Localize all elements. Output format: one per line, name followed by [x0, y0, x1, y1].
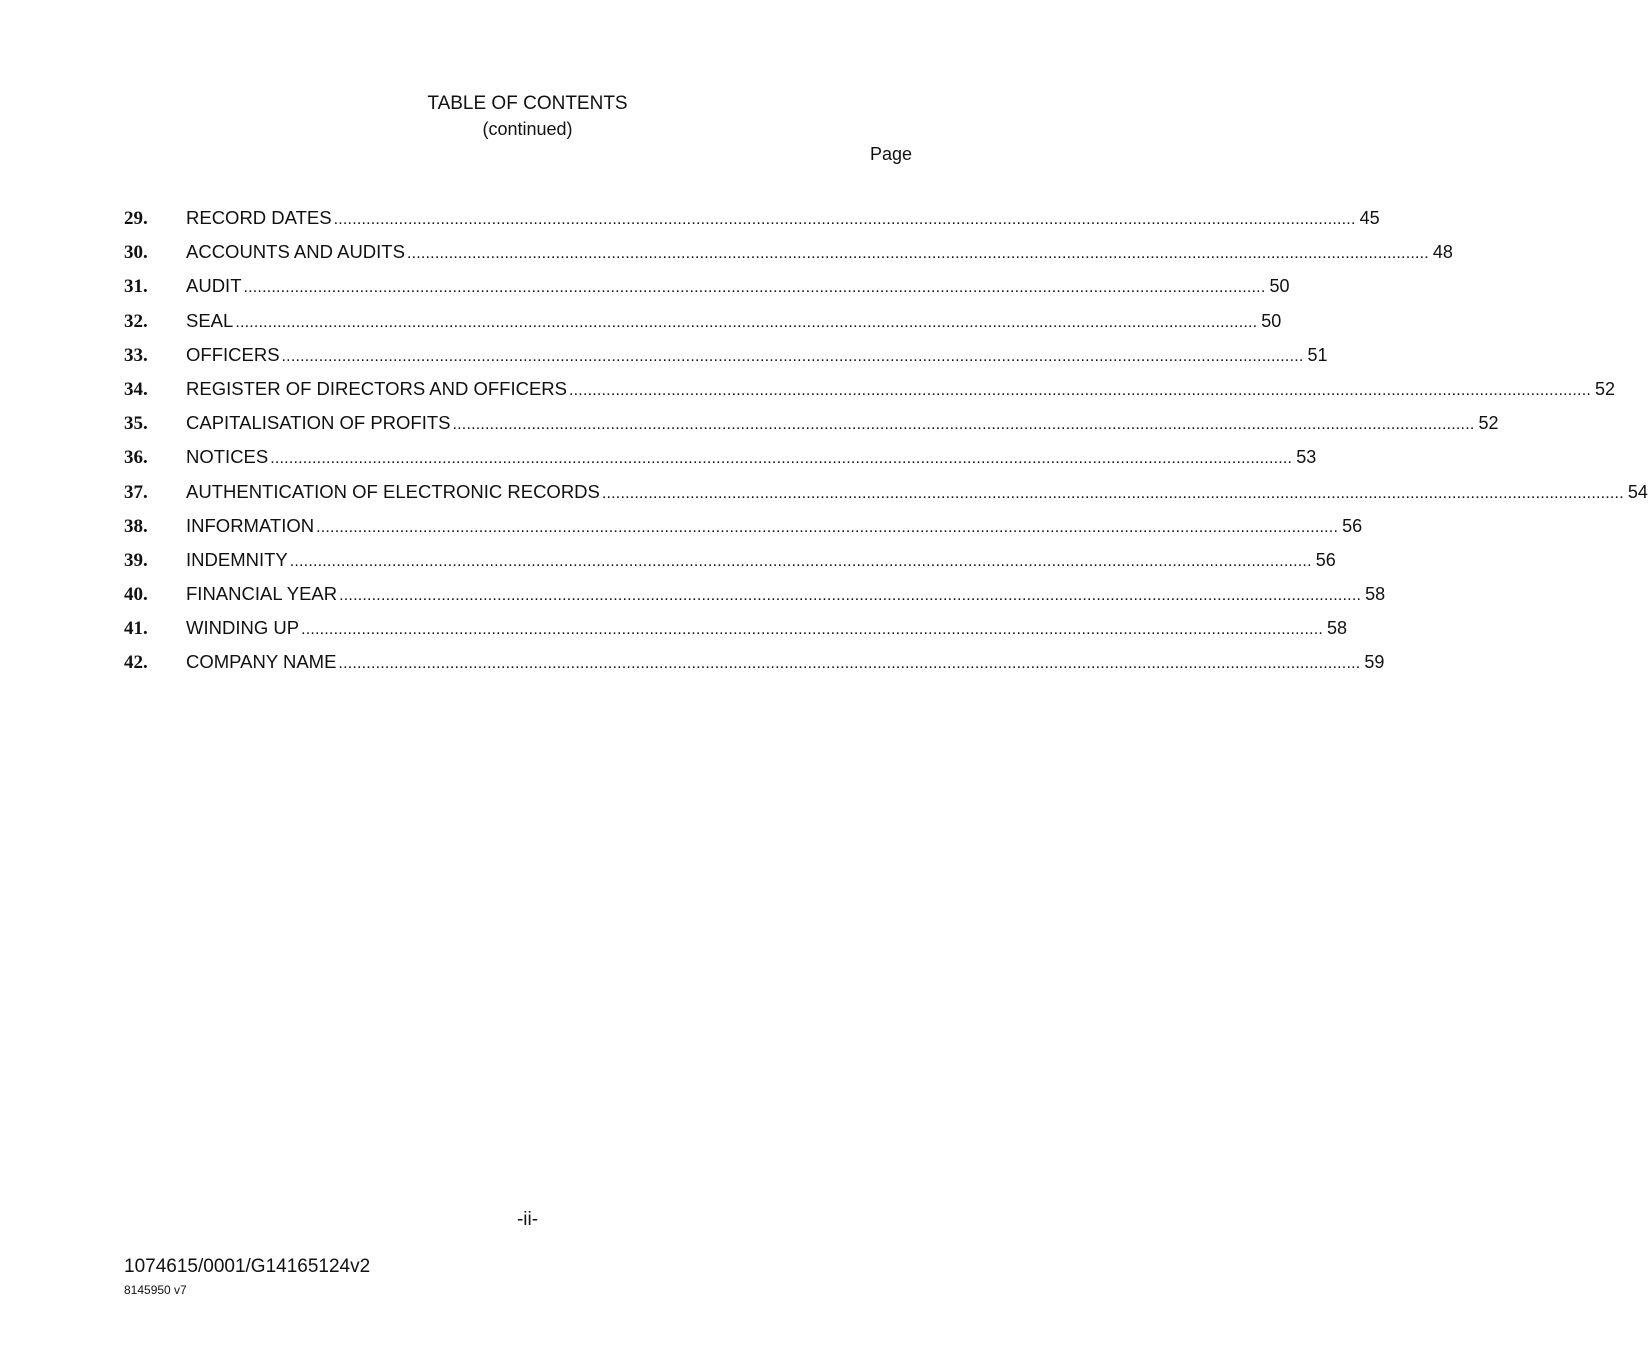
toc-entry-page: 59: [1364, 652, 1385, 673]
document-id: 1074615/0001/G14165124v2: [124, 1256, 371, 1277]
toc-entry-page: 51: [1307, 344, 1328, 365]
toc-entry-title: CAPITALISATION OF PROFITS: [186, 412, 451, 434]
toc-entry[interactable]: [124, 615, 1348, 649]
page-column-label: Page: [870, 144, 913, 164]
toc-entry-title: AUDIT: [186, 275, 242, 297]
toc-entry-title: OFFICERS: [186, 343, 280, 365]
toc-entry-page: 58: [1365, 584, 1386, 605]
toc-entry-title: WINDING UP: [186, 617, 300, 639]
toc-entry-page: 52: [1594, 378, 1616, 399]
toc-entry-page: 56: [1342, 515, 1363, 536]
toc-list: [124, 205, 1648, 684]
dot-leader: ............................................................................................................................................................................................................................: [601, 484, 1624, 502]
toc-entry-number: 41.: [124, 618, 148, 640]
toc-entry-page: 54: [1627, 481, 1648, 502]
document-version: 8145950 v7: [124, 1283, 187, 1297]
toc-entry-number: 36.: [124, 447, 148, 469]
toc-entry[interactable]: [124, 547, 1336, 581]
dot-leader: ............................................................................................................................................................................................................................: [452, 416, 1475, 434]
toc-entry[interactable]: [124, 308, 1282, 342]
toc-entry-number: 40.: [124, 584, 148, 606]
toc-entry-title: NOTICES: [186, 446, 269, 468]
toc-entry[interactable]: [124, 649, 1385, 683]
dot-leader: ............................................................................................................................................................................................................................: [316, 518, 1339, 536]
toc-entry-page: 52: [1478, 413, 1499, 434]
toc-entry-number: 31.: [124, 276, 148, 298]
toc-entry-title: INFORMATION: [186, 514, 315, 536]
toc-entry[interactable]: [124, 581, 1386, 615]
toc-entry-title: COMPANY NAME: [186, 651, 337, 673]
dot-leader: ............................................................................................................................................................................................................................: [281, 347, 1304, 365]
toc-entry[interactable]: [124, 205, 1380, 239]
toc-entry-title: RECORD DATES: [186, 207, 332, 228]
toc-entry-title: FINANCIAL YEAR: [186, 583, 338, 605]
dot-leader: ............................................................................................................................................................................................................................: [301, 621, 1324, 639]
toc-title: TABLE OF CONTENTS: [427, 93, 628, 114]
dot-leader: ............................................................................................................................................................................................................................: [406, 245, 1429, 263]
toc-entry-number: 32.: [124, 310, 148, 332]
toc-entry-number: 33.: [124, 344, 148, 366]
toc-entry[interactable]: [124, 444, 1317, 478]
toc-entry-number: 38.: [124, 515, 148, 537]
toc-entry-title: ACCOUNTS AND AUDITS: [186, 241, 405, 263]
toc-entry-number: 39.: [124, 549, 148, 571]
toc-entry[interactable]: [124, 479, 1648, 513]
page-folio: -ii-: [516, 1209, 539, 1230]
toc-entry-page: 53: [1296, 447, 1317, 468]
dot-leader: ............................................................................................................................................................................................................................: [289, 552, 1312, 570]
toc-entry-page: 50: [1261, 310, 1282, 331]
toc-entry-number: 37.: [124, 481, 148, 503]
toc-entry-title: AUTHENTICATION OF ELECTRONIC RECORDS: [186, 480, 600, 502]
toc-entry-title: INDEMNITY: [186, 548, 288, 570]
dot-leader: ............................................................................................................................................................................................................................: [333, 211, 1356, 228]
toc-entry-page: 45: [1359, 208, 1380, 228]
toc-entry-number: 34.: [124, 378, 148, 400]
toc-entry-title: SEAL: [186, 309, 234, 331]
toc-entry-number: 35.: [124, 413, 148, 435]
toc-entry[interactable]: [124, 342, 1328, 376]
dot-leader: ............................................................................................................................................................................................................................: [339, 587, 1362, 605]
dot-leader: ............................................................................................................................................................................................................................: [569, 381, 1591, 399]
toc-entry[interactable]: [124, 273, 1290, 307]
toc-entry-title: REGISTER OF DIRECTORS AND OFFICERS: [186, 377, 568, 399]
toc-subtitle: (continued): [482, 119, 573, 139]
toc-entry-number: 29.: [124, 208, 148, 229]
toc-entry-number: 42.: [124, 652, 148, 674]
dot-leader: ............................................................................................................................................................................................................................: [338, 655, 1361, 673]
toc-entry[interactable]: [124, 376, 1616, 410]
toc-entry[interactable]: [124, 513, 1363, 547]
toc-entry-page: 50: [1269, 276, 1290, 297]
toc-entry[interactable]: [124, 410, 1499, 444]
toc-entry-number: 30.: [124, 242, 148, 264]
toc-entry-page: 58: [1327, 618, 1348, 639]
dot-leader: ............................................................................................................................................................................................................................: [235, 313, 1258, 331]
toc-entry[interactable]: [124, 239, 1453, 273]
toc-entry-page: 48: [1432, 242, 1453, 263]
toc-entry-page: 56: [1315, 549, 1336, 570]
dot-leader: ............................................................................................................................................................................................................................: [243, 279, 1266, 297]
dot-leader: ............................................................................................................................................................................................................................: [270, 450, 1293, 468]
